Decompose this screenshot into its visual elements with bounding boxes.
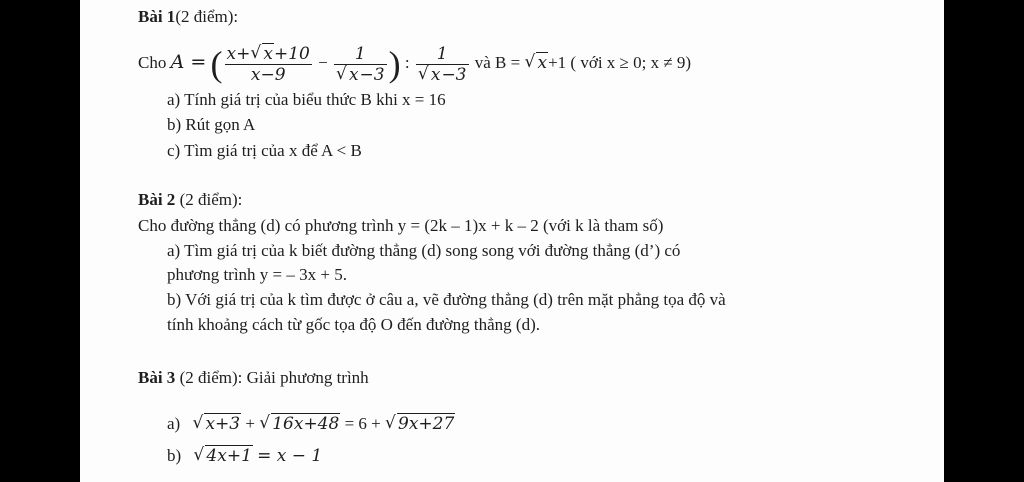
bai3-points: (2 điểm): Giải phương trình [175,368,369,387]
fraction-2 [334,44,387,85]
bai3-eq-a [167,414,455,434]
fraction-3 [416,44,469,85]
bai1-item-b: b) Rút gọn A [167,115,256,134]
left-paren: ( [210,44,223,85]
b-post: +1 [548,53,567,72]
frac3-num: 1 [416,44,469,65]
bai1-label: Bài 1 [138,7,176,26]
bai1-item-c: c) Tìm giá trị của x để A < B [167,141,362,160]
bai3-a-rad3: 9x+27 [398,414,455,434]
bai3-b-label: b) [167,446,182,465]
bai1-expression [138,40,691,84]
bai2-label: Bài 2 [138,190,176,209]
frac3-den-post: −3 [441,64,467,85]
bai3-a-rad2: 16x+48 [272,414,340,434]
bai2-a-line2: phương trình y = – 3x + 5. [167,265,347,284]
a-name: A = [170,51,207,73]
frac2-den-post: −3 [359,64,385,85]
condition-text: ( với x ≥ 0; x ≠ 9) [570,53,692,72]
cho-label: Cho [138,53,167,72]
frac2-den-rad: x [348,64,359,85]
frac2-num: 1 [334,44,387,65]
bai1-item-a: a) Tính giá trị của biểu thức B khi x = 16 [167,90,446,109]
frac1-num-pre: x+ [226,43,251,64]
bai3-a-plus: + [245,414,255,433]
va-word: và [474,53,491,72]
right-paren: ) [388,44,401,85]
bai1-title [138,7,238,27]
bai2-b-line1: b) Với giá trị của k tìm được ở câu a, vẽ đường thẳng (d) trên mặt phẳng tọa độ và [167,290,726,309]
bai3-a-rad1: x+3 [205,414,241,434]
fraction-1 [225,44,312,85]
bai3-b-rad: 4x+1 [206,446,252,466]
frac1-num-rad: x [263,43,273,64]
minus-sign: − [318,53,328,72]
bai3-b-rest: = x − 1 [257,446,323,466]
frac1-num-post: +10 [273,43,310,64]
bai3-eq-b [167,446,322,466]
bai3-title [138,368,369,388]
frac3-den-rad: x [430,64,441,85]
b-rad: x [537,53,548,73]
document-page [80,0,944,482]
bai2-points: (2 điểm): [175,190,243,209]
bai2-a-line1: a) Tìm giá trị của k biết đường thẳng (d) song song với đường thẳng (d’) có [167,241,681,260]
b-pre: B = [495,53,521,72]
bai1-points: (2 điểm): [175,7,239,26]
bai3-label: Bài 3 [138,368,176,387]
bai3-a-mid: = 6 + [344,414,381,433]
bai2-b-line2: tính khoảng cách từ gốc tọa độ O đến đường thẳng (d). [167,315,540,334]
colon-sign: : [404,53,410,72]
bai2-intro: Cho đường thẳng (d) có phương trình y = (2k – 1)x + k – 2 (với k là tham số) [138,216,664,235]
bai3-a-label: a) [167,414,181,433]
bai2-title [138,190,242,210]
frac1-den: x−9 [250,64,286,85]
